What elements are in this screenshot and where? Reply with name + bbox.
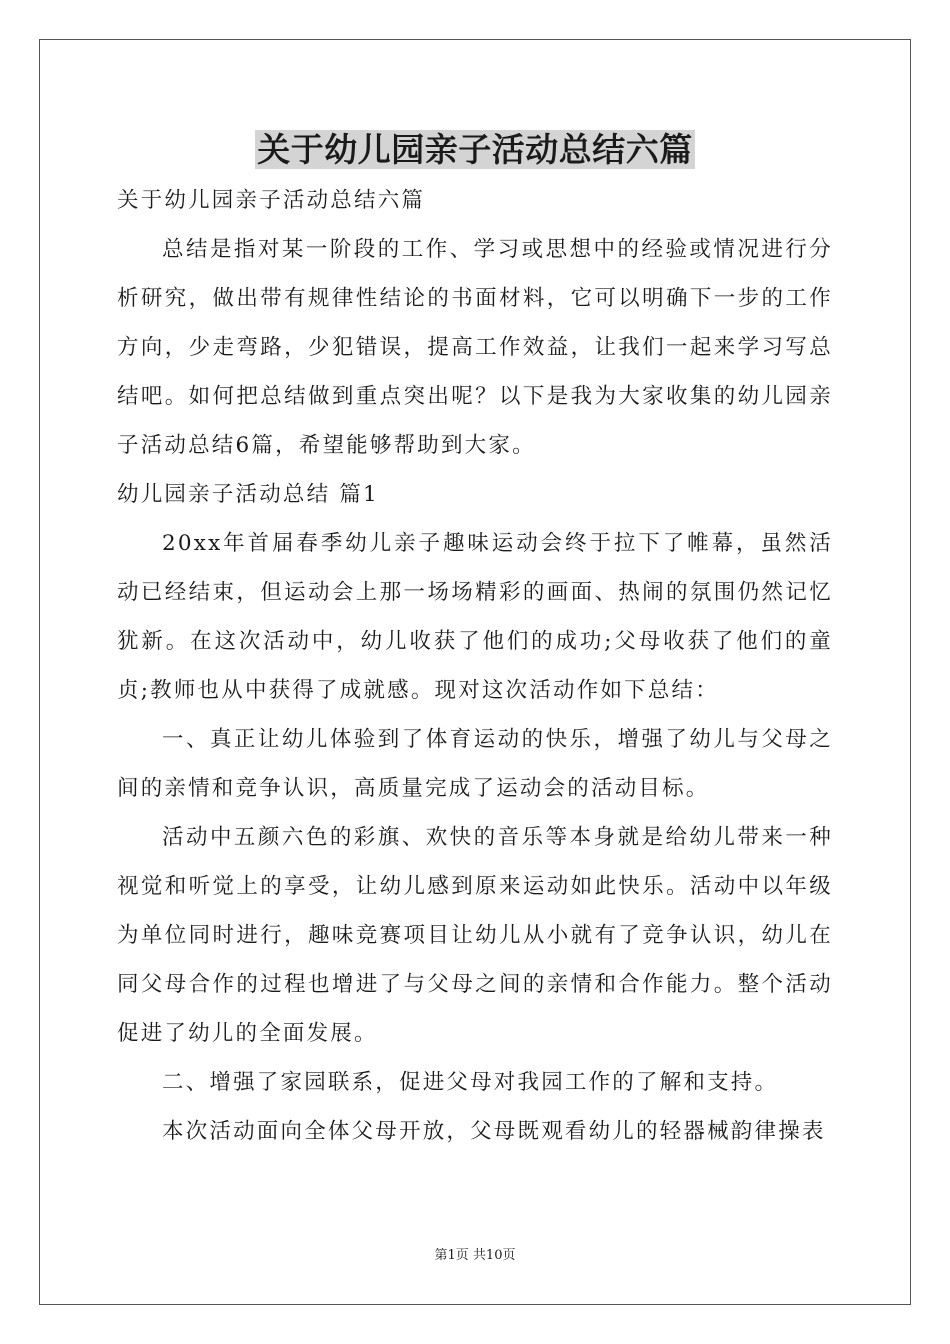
document-subtitle: 关于幼儿园亲子活动总结六篇	[117, 188, 426, 213]
paragraph: 本次活动面向全体父母开放，父母既观看幼儿的轻器械韵律操表	[162, 1119, 826, 1144]
intro-paragraph: 总结是指对某一阶段的工作、学习或思想中的经验或情况进行分析研究，做出带有规律性结论的书面材料，它可以明确下一步的工作方向，少走弯路，少犯错误，提高工作效益，让我们一起来学习写总结吧。如何把总结做到重点突出呢？以下是我为大家收集的幼儿园亲子活动总结6篇，希望能够帮助到大家。	[117, 237, 833, 458]
page-footer	[0, 1247, 950, 1265]
paragraph: 二、增强了家园联系，促进父母对我园工作的了解和支持。	[162, 1070, 779, 1095]
paragraph: 活动中五颜六色的彩旗、欢快的音乐等本身就是给幼儿带来一种视觉和听觉上的享受，让幼儿感到原来运动如此快乐。活动中以年级为单位同时进行，趣味竞赛项目让幼儿从小就有了竞争认识，幼儿在同父母合作的过程也增进了与父母之间的亲情和合作能力。整个活动促进了幼儿的全面发展。	[117, 825, 833, 1046]
document-title-text: 关于幼儿园亲子活动总结六篇	[257, 130, 693, 169]
document-title	[0, 124, 950, 176]
paragraph: 一、真正让幼儿体验到了体育运动的快乐，增强了幼儿与父母之间的亲情和竞争认识，高质量完成了运动会的活动目标。	[117, 727, 833, 801]
document-body	[117, 176, 833, 1156]
page-number: 第1页 共10页	[434, 1248, 516, 1263]
paragraph: 20xx年首届春季幼儿亲子趣味运动会终于拉下了帷幕，虽然活动已经结束，但运动会上那一场场精彩的画面、热闹的氛围仍然记忆犹新。在这次活动中，幼儿收获了他们的成功;父母收获了他们的童贞;教师也从中获得了成就感。现对这次活动作如下总结：	[117, 531, 833, 703]
section-heading: 幼儿园亲子活动总结 篇1	[117, 482, 379, 507]
